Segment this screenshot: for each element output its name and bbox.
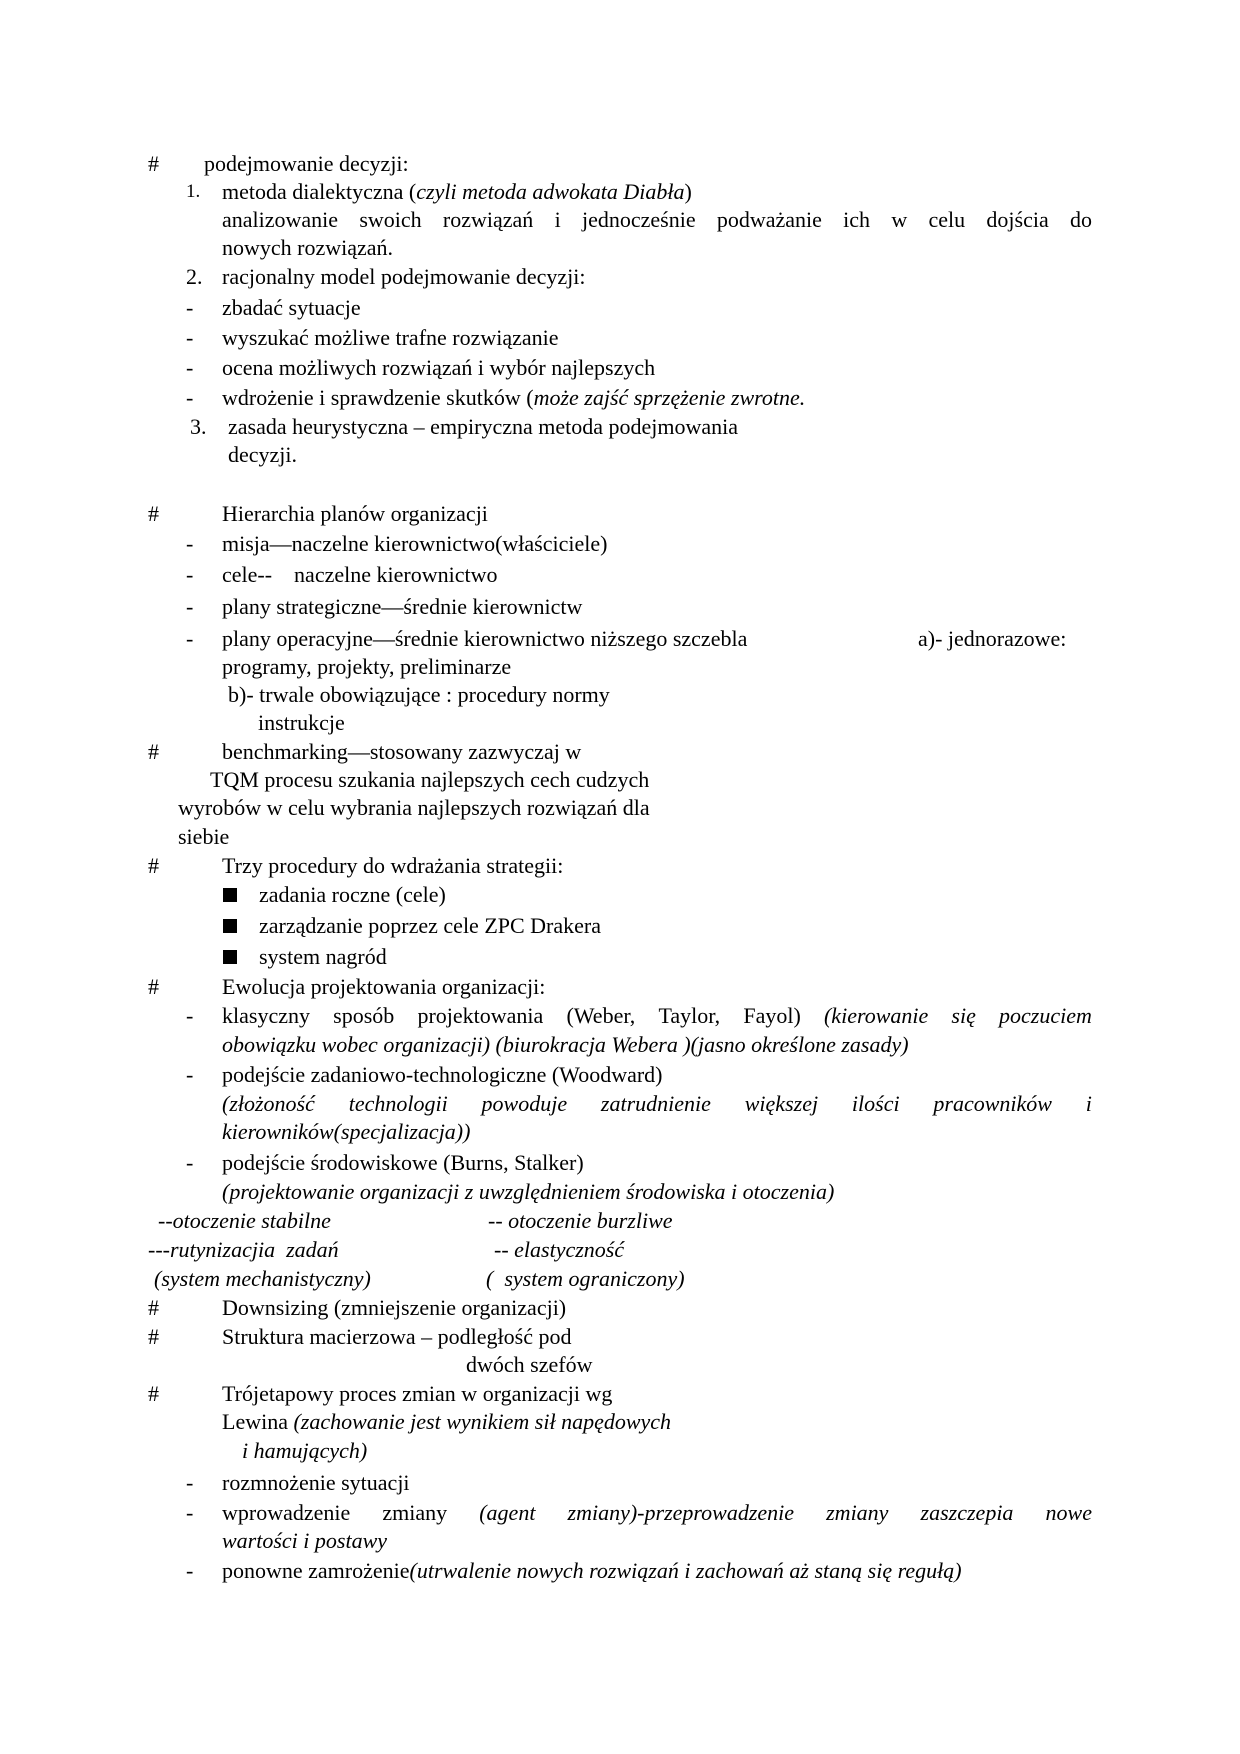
section-marker: # bbox=[148, 853, 159, 878]
text-line: programy, projekty, preliminarze bbox=[222, 654, 512, 679]
list-item: zarządzanie poprzez cele ZPC Drakera bbox=[259, 913, 601, 938]
text-line: Lewina (zachowanie jest wynikiem sił napędowych bbox=[222, 1409, 672, 1434]
list-item: cele-- naczelne kierownictwo bbox=[222, 562, 498, 587]
dash-bullet: - bbox=[186, 531, 194, 556]
justified-line: (złożoność technologii powoduje zatrudnienie większej ilości pracowników i bbox=[222, 1091, 1092, 1116]
dash-bullet: - bbox=[186, 1150, 194, 1175]
list-item: rozmnożenie sytuacji bbox=[222, 1470, 410, 1495]
dash-bullet: - bbox=[186, 1003, 194, 1028]
section-heading: Downsizing (zmniejszenie organizacji) bbox=[222, 1295, 567, 1320]
dash-bullet: - bbox=[186, 385, 194, 410]
text-line: wyrobów w celu wybrania najlepszych rozwiązań dla bbox=[178, 795, 650, 820]
section-marker: # bbox=[148, 151, 159, 176]
list-item: racjonalny model podejmowanie decyzji: bbox=[222, 264, 586, 289]
list-item: system nagród bbox=[259, 944, 387, 969]
text-line: ---rutynizacjia zadań bbox=[148, 1237, 339, 1262]
text-line: decyzji. bbox=[228, 442, 298, 467]
list-item: misja—naczelne kierownictwo(właściciele) bbox=[222, 531, 608, 556]
section-marker: # bbox=[148, 739, 159, 764]
text-line: -- otoczenie burzliwe bbox=[488, 1208, 673, 1233]
text-line: ( system ograniczony) bbox=[486, 1266, 685, 1291]
list-number: 2. bbox=[186, 264, 203, 289]
list-item: wdrożenie i sprawdzenie skutków (może zajść sprzężenie zwrotne. bbox=[222, 385, 806, 410]
section-heading: Struktura macierzowa – podległość pod bbox=[222, 1324, 572, 1349]
section-heading: Ewolucja projektowania organizacji: bbox=[222, 974, 546, 999]
text-line: i hamujących) bbox=[242, 1438, 368, 1463]
list-item: zasada heurystyczna – empiryczna metoda podejmowania bbox=[228, 414, 739, 439]
section-marker: # bbox=[148, 974, 159, 999]
list-item: ocena możliwych rozwiązań i wybór najlepszych bbox=[222, 355, 656, 380]
list-number: 3. bbox=[190, 414, 207, 439]
list-item: ponowne zamrożenie(utrwalenie nowych rozwiązań i zachowań aż staną się regułą) bbox=[222, 1558, 962, 1583]
dash-bullet: - bbox=[186, 1558, 194, 1583]
dash-bullet: - bbox=[186, 1470, 194, 1495]
list-item: wyszukać możliwe trafne rozwiązanie bbox=[222, 325, 559, 350]
text-line: -- elastyczność bbox=[494, 1237, 625, 1262]
list-item: podejście zadaniowo-technologiczne (Woodward) bbox=[222, 1062, 663, 1087]
dash-bullet: - bbox=[186, 1500, 194, 1525]
text-line: TQM procesu szukania najlepszych cech cudzych bbox=[210, 767, 650, 792]
dash-bullet: - bbox=[186, 295, 194, 320]
section-heading: Trójetapowy proces zmian w organizacji wg bbox=[222, 1381, 613, 1406]
text-line: (projektowanie organizacji z uwzględnieniem środowiska i otoczenia) bbox=[222, 1179, 835, 1204]
text-line: b)- trwale obowiązujące : procedury normy bbox=[228, 682, 610, 707]
section-heading: podejmowanie decyzji: bbox=[204, 151, 409, 176]
text-line: --otoczenie stabilne bbox=[158, 1208, 331, 1233]
list-item: plany strategiczne—średnie kierownictw bbox=[222, 594, 583, 619]
text-line: instrukcje bbox=[258, 710, 345, 735]
dash-bullet: - bbox=[186, 594, 194, 619]
text-line: dwóch szefów bbox=[466, 1352, 593, 1377]
section-marker: # bbox=[148, 1324, 159, 1349]
list-item: zbadać sytuacje bbox=[222, 295, 361, 320]
dash-bullet: - bbox=[186, 355, 194, 380]
text-line: wartości i postawy bbox=[222, 1528, 388, 1553]
justified-line: analizowanie swoich rozwiązań i jednocześnie podważanie ich w celu dojścia do bbox=[222, 207, 1092, 232]
dash-bullet: - bbox=[186, 325, 194, 350]
list-number: 1. bbox=[186, 181, 201, 202]
section-marker: # bbox=[148, 1295, 159, 1320]
square-bullet-icon bbox=[223, 888, 237, 902]
dash-bullet: - bbox=[186, 626, 194, 651]
text-line: obowiązku wobec organizacji) (biurokracja Webera )(jasno określone zasady) bbox=[222, 1032, 909, 1057]
section-heading: Trzy procedury do wdrażania strategii: bbox=[222, 853, 564, 878]
square-bullet-icon bbox=[223, 919, 237, 933]
section-heading: Hierarchia planów organizacji bbox=[222, 501, 488, 526]
sub-label: a)- jednorazowe: bbox=[918, 626, 1067, 651]
text-line: nowych rozwiązań. bbox=[222, 235, 394, 260]
section-heading: benchmarking—stosowany zazwyczaj w bbox=[222, 739, 582, 764]
justified-line: klasyczny sposób projektowania (Weber, Taylor, Fayol) (kierowanie się poczuciem bbox=[222, 1003, 1092, 1028]
text-line: siebie bbox=[178, 824, 230, 849]
dash-bullet: - bbox=[186, 562, 194, 587]
list-item: metoda dialektyczna (czyli metoda adwokata Diabła) bbox=[222, 179, 692, 204]
section-marker: # bbox=[148, 501, 159, 526]
square-bullet-icon bbox=[223, 950, 237, 964]
list-item: podejście środowiskowe (Burns, Stalker) bbox=[222, 1150, 584, 1175]
text-line: kierowników(specjalizacja)) bbox=[222, 1119, 471, 1144]
dash-bullet: - bbox=[186, 1062, 194, 1087]
list-item: plany operacyjne—średnie kierownictwo niższego szczebla bbox=[222, 626, 748, 651]
justified-line: wprowadzenie zmiany (agent zmiany)-przeprowadzenie zmiany zaszczepia nowe bbox=[222, 1500, 1092, 1525]
text-line: (system mechanistyczny) bbox=[154, 1266, 371, 1291]
list-item: zadania roczne (cele) bbox=[259, 882, 446, 907]
section-marker: # bbox=[148, 1381, 159, 1406]
